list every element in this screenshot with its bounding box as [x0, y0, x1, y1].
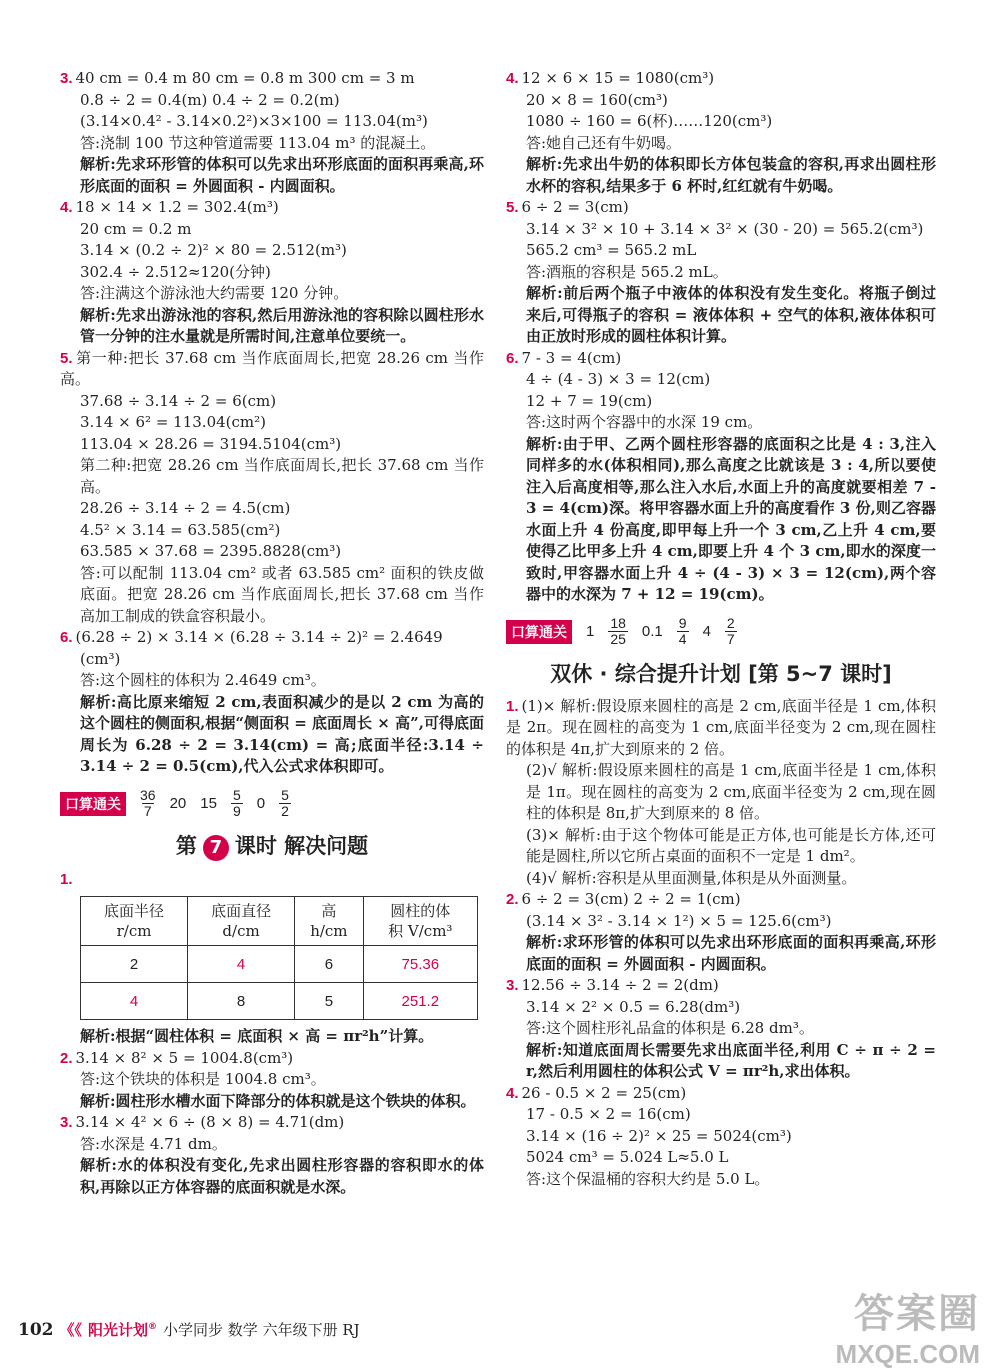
q3-line-2: 0.8 ÷ 2 = 0.4(m) 0.4 ÷ 2 = 0.2(m): [80, 90, 340, 109]
s4-number: 4.: [506, 1084, 519, 1102]
s3-analysis: 解析:知道底面周长需要先求出底面半径,利用 C ÷ π ÷ 2 = r,然后利用圆柱的体积公式 V = πr²h,求出体积。: [526, 1040, 936, 1080]
drill-answer: 0.1: [641, 623, 663, 640]
t1-heading: [60, 869, 484, 891]
r4-answer: 答:她自己还有牛奶喝。: [526, 133, 682, 152]
s4-line-1: 4. 26 - 0.5 × 2 = 25(cm): [506, 1083, 687, 1102]
q6-line-1: 6. (6.28 ÷ 2) × 3.14 × (6.28 ÷ 3.14 ÷ 2)² = 2.4649: [60, 628, 443, 646]
s3-line-1: 3. 12.56 ÷ 3.14 ÷ 2 = 2(dm): [506, 976, 719, 994]
drill-answer: $\frac{2}{7}$: [726, 615, 735, 647]
left-column: [60, 68, 484, 1198]
s2-analysis: 解析:求环形管的体积可以先求出环形底面的面积再乘高,环形底面的面积 = 外圆面积 - 内圆面积。: [526, 933, 936, 973]
drill-answer: 0: [256, 795, 266, 812]
r6-line-2: 4 ÷ (4 - 3) × 3 = 12(cm): [526, 370, 711, 388]
r5-number: 5.: [506, 199, 519, 216]
q4-line-2: 20 cm = 0.2 m: [80, 219, 192, 238]
brand-name: 阳光计划®: [88, 1321, 158, 1339]
table-cell: 5: [295, 983, 364, 1020]
table-cell: 2: [81, 946, 188, 983]
table-cell-answer: 4: [188, 946, 295, 983]
s4-line-3: 3.14 × (16 ÷ 2)² × 25 = 5024(cm³): [526, 1126, 792, 1145]
table-cell-answer: 251.2: [363, 983, 477, 1020]
t1-number: 1.: [60, 870, 73, 888]
table-cell-answer: 75.36: [363, 946, 477, 983]
s4-answer: 答:这个保温桶的容积大约是 5.0 L。: [526, 1169, 770, 1188]
lesson-title: 第 7 课时 解决问题: [60, 830, 484, 861]
brand-arrows: 《《: [59, 1321, 83, 1339]
cylinder-table: [80, 896, 478, 1020]
table-cell: 6: [295, 946, 364, 983]
s1-part-3: (3)× 解析:由于这个物体可能是正方体,也可能是长方体,还可能是圆柱,所以它所占桌面的面积不一定是 1 dm²。: [526, 825, 936, 865]
q3-line-3: (3.14×0.4² - 3.14×0.2²)×3×100 = 113.04(m³): [80, 112, 428, 130]
watermark-text: 答案圈: [854, 1292, 980, 1336]
s3-answer: 答:这个圆柱形礼品盒的体积是 6.28 dm³。: [526, 1019, 814, 1037]
t3-number: 3.: [60, 1114, 73, 1131]
r4-line-3: 1080 ÷ 160 = 6(杯)……120(cm³): [526, 112, 773, 130]
q3-answer: 答:浇制 100 节这种管道需要 113.04 m³ 的混凝土。: [80, 133, 436, 152]
t2-answer: 答:这个铁块的体积是 1004.8 cm³。: [80, 1070, 326, 1088]
q4-line-3: 3.14 × (0.2 ÷ 2)² × 80 = 2.512(m³): [80, 241, 347, 259]
drill-answer: 1: [586, 623, 595, 640]
drill-answer: $\frac{18}{25}$: [610, 615, 626, 647]
s1-part-1: 1. (1)× 解析:假设原来圆柱的高是 2 cm,底面半径是 1 cm,体积是 2π。现在圆柱的高变为 1 cm,底面半径变为 2 cm,现在圆柱的体积是 4π,扩大到原来的 2 倍。: [506, 696, 936, 758]
s4-line-2: 17 - 0.5 × 2 = 16(cm): [526, 1105, 691, 1123]
section-title: 双休 · 综合提升计划 [第 5~7 课时]: [550, 661, 892, 686]
mental-math-drill-left: [60, 784, 484, 824]
q5-line-a3: 113.04 × 28.26 = 3194.5104(cm³): [80, 434, 342, 453]
table-header-cell: 高 h/cm: [295, 897, 364, 946]
lesson-number-badge: 7: [203, 835, 229, 861]
drill-answer: $\frac{9}{4}$: [678, 615, 687, 647]
drill-answer: 15: [200, 795, 217, 812]
drill-answer: 20: [169, 795, 187, 812]
s2-number: 2.: [506, 891, 519, 908]
q6-analysis: 解析:高比原来缩短 2 cm,表面积减少的是以 2 cm 为高的这个圆柱的侧面积,根据“侧面积 = 底面周长 × 高”,可得底面周长为 6.28 ÷ 2 = 3.14(cm) = 高;底面半径:3.14 ÷ 3.14 ÷ 2 = 0.5(cm),代入公式求体积即可。: [80, 692, 484, 775]
r6-line-1: 6. 7 - 3 = 4(cm): [506, 348, 622, 367]
t3-answer: 答:水深是 4.71 dm。: [80, 1134, 227, 1153]
q5-answer: 答:可以配制 113.04 cm² 或者 63.585 cm² 面积的铁皮做底面。把宽 28.26 cm 当作底面周长,把长 37.68 cm 当作高加工制成的铁盒容积最小。: [80, 563, 484, 625]
q4-line-4: 302.4 ÷ 2.512≈120(分钟): [80, 262, 271, 281]
r6-line-3: 12 + 7 = 19(cm): [526, 391, 653, 410]
table-cell-answer: 4: [81, 983, 188, 1020]
drill-answer: 4: [702, 623, 711, 640]
s2-line-1: 2. 6 ÷ 2 = 3(cm) 2 ÷ 2 = 1(cm): [506, 890, 741, 908]
q4-analysis: 解析:先求出游泳池的容积,然后用游泳池的容积除以圆柱形水管一分钟的注水量就是所需时间,注意单位要统一。: [80, 305, 484, 345]
r6-answer: 答:这时两个容器中的水深 19 cm。: [526, 413, 763, 431]
table-cell: 8: [188, 983, 295, 1020]
s3-line-2: 3.14 × 2² × 0.5 = 6.28(dm³): [526, 997, 741, 1016]
s1-number: 1.: [506, 697, 519, 715]
page-number: 102: [18, 1319, 54, 1340]
table-row: [81, 946, 478, 983]
watermark: [836, 1282, 980, 1370]
s4-line-4: 5024 cm³ = 5.024 L≈5.0 L: [526, 1148, 729, 1166]
q5-second-method: 第二种:把宽 28.26 cm 当作底面周长,把长 37.68 cm 当作高。: [80, 456, 484, 496]
drill-answer: $\frac{5}{2}$: [281, 787, 289, 819]
q5-line-a2: 3.14 × 6² = 113.04(cm²): [80, 413, 266, 431]
t2-number: 2.: [60, 1049, 73, 1067]
r5-answer: 答:酒瓶的容积是 565.2 mL。: [526, 262, 728, 281]
t3-analysis: 解析:水的体积没有变化,先求出圆柱形容器的容积即水的体积,再除以正方体容器的底面积就是水深。: [80, 1156, 484, 1196]
q4-number: 4.: [60, 199, 73, 216]
q3-line-1: 3. 40 cm = 0.4 m 80 cm = 0.8 m 300 cm = 3 m: [60, 69, 415, 87]
r5-line-2: 3.14 × 3² × 10 + 3.14 × 3² × (30 - 20) = 565.2(cm³): [526, 219, 924, 238]
t2-line-1: 2. 3.14 × 8² × 5 = 1004.8(cm³): [60, 1048, 294, 1067]
r6-number: 6.: [506, 349, 519, 367]
q3-number: 3.: [60, 70, 73, 87]
q4-answer: 答:注满这个游泳池大约需要 120 分钟。: [80, 284, 349, 302]
q5-first-method: 5. 第一种:把长 37.68 cm 当作底面周长,把宽 28.26 cm 当作高。: [60, 348, 484, 388]
q5-line-b1: 28.26 ÷ 3.14 ÷ 2 = 4.5(cm): [80, 499, 291, 517]
mental-math-drill-right: [506, 612, 936, 652]
r4-number: 4.: [506, 70, 519, 87]
s1-part-2: (2)√ 解析:假设原来圆柱的高是 1 cm,底面半径是 1 cm,体积是 1π。现在圆柱的高变为 2 cm,底面半径变为 2 cm,现在圆柱的体积是 8π,扩大到原来的 8 倍。: [526, 761, 936, 822]
watermark-url: MXQE.COM: [835, 1339, 980, 1369]
r5-line-3: 565.2 cm³ = 565.2 mL: [526, 241, 697, 259]
r5-line-1: 5. 6 ÷ 2 = 3(cm): [506, 198, 629, 216]
r4-line-1: 4. 12 × 6 × 15 = 1080(cm³): [506, 69, 715, 87]
table-header-cell: 底面直径 d/cm: [188, 897, 295, 946]
table-header-row: [81, 897, 478, 946]
r5-analysis: 解析:前后两个瓶子中液体的体积没有发生变化。将瓶子倒过来后,可得瓶子的容积 = 液体体积 + 空气的体积,液体体积可由正放时形成的圆柱体积计算。: [526, 284, 936, 345]
q5-line-b3: 63.585 × 37.68 = 2395.8828(cm³): [80, 542, 342, 560]
q6-answer: 答:这个圆柱的体积为 2.4649 cm³。: [80, 671, 326, 689]
drill-label: 口算通关: [506, 620, 572, 644]
drill-answer: $\frac{5}{9}$: [232, 787, 241, 819]
q4-line-1: 4. 18 × 14 × 1.2 = 302.4(m³): [60, 198, 279, 216]
page-footer: [18, 1319, 360, 1340]
s3-number: 3.: [506, 977, 519, 994]
q3-analysis: 解析:先求环形管的体积可以先求出环形底面的面积再乘高,环形底面的面积 = 外圆面积 - 内圆面积。: [80, 155, 484, 195]
table-row: [81, 983, 478, 1020]
q6-number: 6.: [60, 629, 73, 646]
q5-line-a1: 37.68 ÷ 3.14 ÷ 2 = 6(cm): [80, 391, 277, 410]
table-header-cell: 底面半径 r/cm: [81, 897, 188, 946]
book-info: 小学同步 数学 六年级下册 RJ: [163, 1321, 360, 1339]
table-header-cell: 圆柱的体 积 V/cm³: [363, 897, 477, 946]
right-column: [506, 68, 936, 1190]
drill-label: 口算通关: [60, 792, 126, 816]
q5-line-b2: 4.5² × 3.14 = 63.585(cm²): [80, 520, 281, 539]
r4-line-2: 20 × 8 = 160(cm³): [526, 90, 668, 109]
q5-number: 5.: [60, 349, 73, 367]
t1-analysis: 解析:根据“圆柱体积 = 底面积 × 高 = πr²h”计算。: [80, 1027, 434, 1045]
r4-analysis: 解析:先求出牛奶的体积即长方体包装盒的容积,再求出圆柱形水杯的容积,结果多于 6 杯时,红红就有牛奶喝。: [526, 155, 936, 195]
s1-part-4: (4)√ 解析:容积是从里面测量,体积是从外面测量。: [526, 868, 857, 887]
s2-line-2: (3.14 × 3² - 3.14 × 1²) × 5 = 125.6(cm³): [526, 911, 832, 930]
q6-line-2: (cm³): [80, 649, 121, 668]
t3-line-1: 3. 3.14 × 4² × 6 ÷ (8 × 8) = 4.71(dm): [60, 1113, 345, 1131]
t2-analysis: 解析:圆柱形水槽水面下降部分的体积就是这个铁块的体积。: [80, 1091, 476, 1110]
drill-answer: $\frac{36}{7}$: [140, 787, 156, 819]
r6-analysis: 解析:由于甲、乙两个圆柱形容器的底面积之比是 4 : 3,注入同样多的水(体积相同),那么高度之比就该是 3 : 4,所以要使注入后高度相等,那么注入水后,水面上升的高度就要相差 7 - 3 = 4(cm)深。将甲容器水面上升的高度看作 3 份,则乙容器水面上升 4 份高度,即甲每上升一个 3 cm,乙上升 4 cm,要使得乙比甲多上升 4 cm,即要上升 4 个 3 cm,即水的深度一致时,甲容器水面上升 4 ÷ (4 - 3) × 3 = 12(cm),两个容器中的水深为 7 + 12 = 19(cm)。: [526, 434, 936, 603]
